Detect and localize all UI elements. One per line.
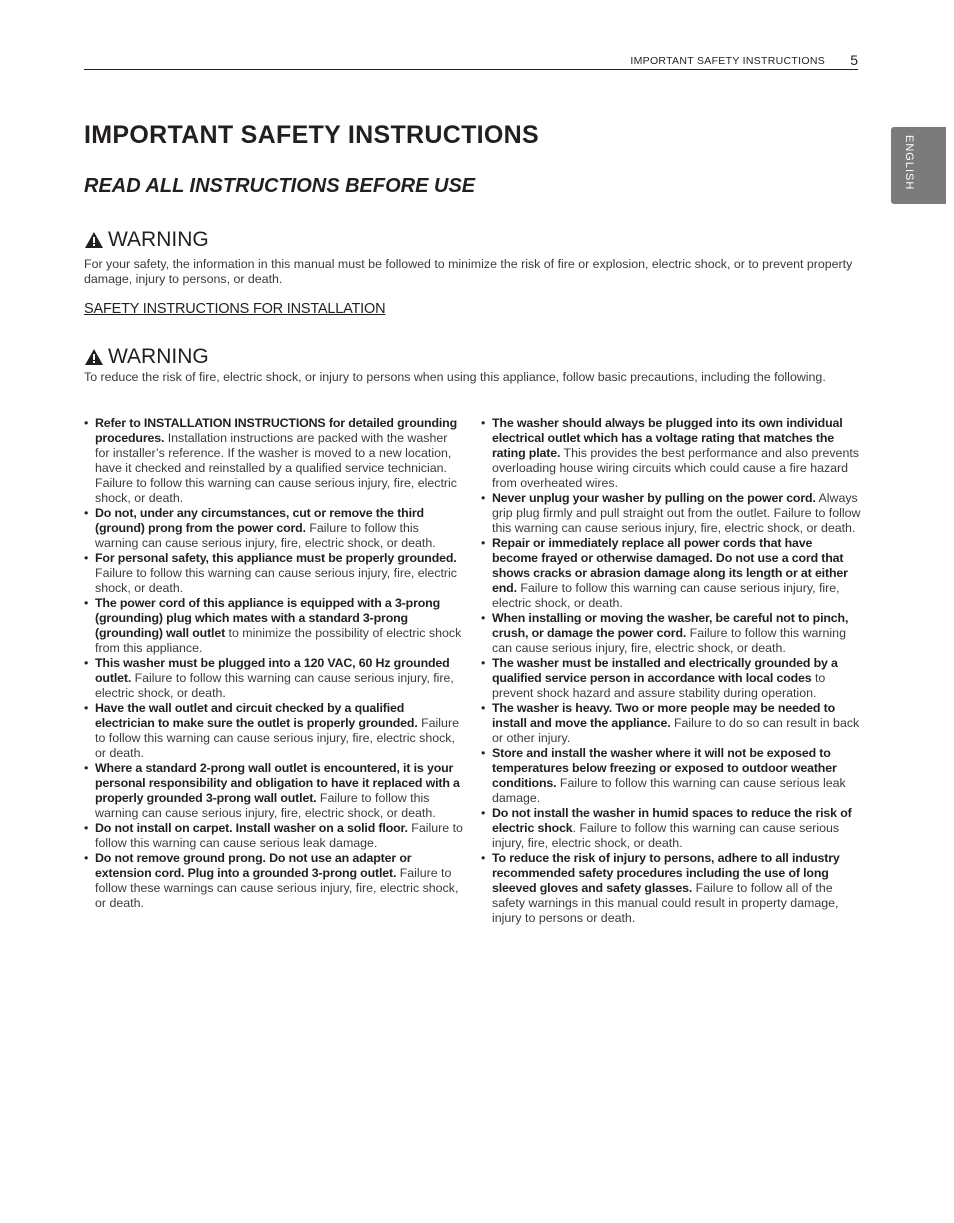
instruction-text: Failure to follow these warnings can cause serious injury, fire, electric shock, or death. xyxy=(95,866,459,910)
instruction-bold: To reduce the risk of injury to persons, adhere to all industry recommended safety procedures including the use of long sleeved gloves and safety glasses. xyxy=(492,851,840,895)
instruction-text: Failure to follow this warning can cause serious injury, fire, electric shock, or death. xyxy=(95,671,454,700)
instruction-item xyxy=(84,506,464,551)
instruction-bold: The washer should always be plugged into its own individual electrical outlet which has a voltage rating that matches the rating plate. xyxy=(492,416,843,460)
instruction-item xyxy=(481,416,861,491)
instruction-bold: Store and install the washer where it will not be exposed to temperatures below freezing or exposed to outdoor weather conditions. xyxy=(492,746,837,790)
instruction-item xyxy=(481,746,861,806)
instruction-text: Failure to follow all of the safety warnings in this manual could result in property damage, injury to persons or death. xyxy=(492,881,839,925)
page-number: 5 xyxy=(850,52,858,68)
instruction-bold: When installing or moving the washer, be careful not to pinch, crush, or damage the power cord. xyxy=(492,611,849,640)
page-title: IMPORTANT SAFETY INSTRUCTIONS xyxy=(84,121,540,149)
instruction-item xyxy=(481,656,861,701)
instruction-text: Failure to follow this warning can cause serious injury, fire, electric shock, or death. xyxy=(492,581,840,610)
instruction-text: to prevent shock hazard and assure stability during operation. xyxy=(492,671,826,700)
warning-label: WARNING xyxy=(108,345,209,368)
instruction-bold: Never unplug your washer by pulling on the power cord. xyxy=(492,491,816,505)
language-tab-label: ENGLISH xyxy=(903,135,915,191)
instruction-item xyxy=(481,806,861,851)
instruction-text: Installation instructions are packed with the washer for installer’s reference. If the washer is moved to a new location, have it checked and reinstalled by a qualified service technician. Failure to follow this warning can cause serious injury, fire, electric shock, or death. xyxy=(95,431,458,505)
warning-triangle-icon xyxy=(84,348,104,366)
warning-heading-2 xyxy=(84,345,209,369)
instruction-item xyxy=(481,851,861,926)
instruction-bold: Do not install on carpet. Install washer on a solid floor. xyxy=(95,821,408,835)
instruction-text: Failure to follow this warning can cause serious injury, fire, electric shock, or death. xyxy=(95,716,459,760)
instruction-item xyxy=(84,656,464,701)
instruction-text: Failure to follow this warning can cause serious injury, fire, electric shock, or death. xyxy=(492,626,846,655)
warning-triangle-icon xyxy=(84,231,104,249)
instruction-item xyxy=(84,596,464,656)
instruction-item xyxy=(481,701,861,746)
warning-text-2: To reduce the risk of fire, electric shock, or injury to persons when using this appliance, follow basic precautions, including the following. xyxy=(84,370,826,384)
instruction-text: Failure to follow this warning can cause serious leak damage. xyxy=(95,821,463,850)
instruction-bold: This washer must be plugged into a 120 VAC, 60 Hz grounded outlet. xyxy=(95,656,450,685)
instruction-bold: Do not install the washer in humid spaces to reduce the risk of electric shock xyxy=(492,806,852,835)
instruction-text: Failure to follow this warning can cause serious injury, fire, electric shock, or death. xyxy=(95,791,436,820)
instruction-text: . Failure to follow this warning can cause serious injury, fire, electric shock, or death. xyxy=(492,821,840,850)
page-subtitle: READ ALL INSTRUCTIONS BEFORE USE xyxy=(84,175,476,197)
warning-text-1: For your safety, the information in this manual must be followed to minimize the risk of fire or explosion, electric shock, or to prevent property damage, injury to persons, or death. xyxy=(84,257,853,286)
instruction-bold: Have the wall outlet and circuit checked by a qualified electrician to make sure the outlet is properly grounded. xyxy=(95,701,418,730)
instruction-bold: Repair or immediately replace all power cords that have become frayed or otherwise damaged. Do not use a cord that shows cracks or abrasion damage along its length or at either end. xyxy=(492,536,848,595)
instruction-bold: Do not, under any circumstances, cut or remove the third (ground) prong from the power cord. xyxy=(95,506,424,535)
instruction-text: to minimize the possibility of electric shock from this appliance. xyxy=(95,626,462,655)
instruction-bold: The washer must be installed and electrically grounded by a qualified service person in accordance with local codes xyxy=(492,656,838,685)
warning-label: WARNING xyxy=(108,228,209,251)
section-heading: SAFETY INSTRUCTIONS FOR INSTALLATION xyxy=(84,301,386,317)
instruction-text: Failure to follow this warning can cause serious injury, fire, electric shock, or death. xyxy=(95,566,458,595)
instruction-item xyxy=(481,611,861,656)
instruction-text: Failure to follow this warning can cause serious leak damage. xyxy=(492,776,846,805)
warning-heading-1 xyxy=(84,228,209,252)
instruction-item xyxy=(481,491,861,536)
right-instructions-column xyxy=(481,416,861,926)
instruction-item xyxy=(84,416,464,506)
instruction-text: Failure to follow this warning can cause serious injury, fire, electric shock, or death. xyxy=(95,521,436,550)
instruction-bold: Where a standard 2-prong wall outlet is encountered, it is your personal responsibility and obligation to have it replaced with a properly grounded 3-prong wall outlet. xyxy=(95,761,460,805)
instruction-text: This provides the best performance and also prevents overloading house wiring circuits which could cause a fire hazard from overheated wires. xyxy=(492,446,859,490)
instruction-item xyxy=(481,536,861,611)
instruction-text: Always grip plug firmly and pull straight out from the outlet. Failure to follow this warning can cause serious injury, fire, electric shock, or death. xyxy=(492,491,861,535)
instruction-bold: For personal safety, this appliance must be properly grounded. xyxy=(95,551,457,565)
instruction-text: Failure to do so can result in back or other injury. xyxy=(492,716,860,745)
running-header xyxy=(84,53,858,70)
instruction-item xyxy=(84,761,464,821)
instruction-bold: Do not remove ground prong. Do not use an adapter or extension cord. Plug into a grounded 3-prong outlet. xyxy=(95,851,412,880)
instruction-item xyxy=(84,551,464,596)
language-tab xyxy=(891,127,946,204)
instruction-item xyxy=(84,821,464,851)
running-header-title: IMPORTANT SAFETY INSTRUCTIONS xyxy=(630,55,825,67)
instruction-bold: The washer is heavy. Two or more people may be needed to install and move the appliance. xyxy=(492,701,835,730)
instruction-item xyxy=(84,701,464,761)
instruction-bold: Refer to INSTALLATION INSTRUCTIONS for detailed grounding procedures. xyxy=(95,416,458,445)
left-instructions-column xyxy=(84,416,464,911)
instruction-bold: The power cord of this appliance is equipped with a 3-prong (grounding) plug which mates with a standard 3-prong (grounding) wall outlet xyxy=(95,596,441,640)
instruction-item xyxy=(84,851,464,911)
